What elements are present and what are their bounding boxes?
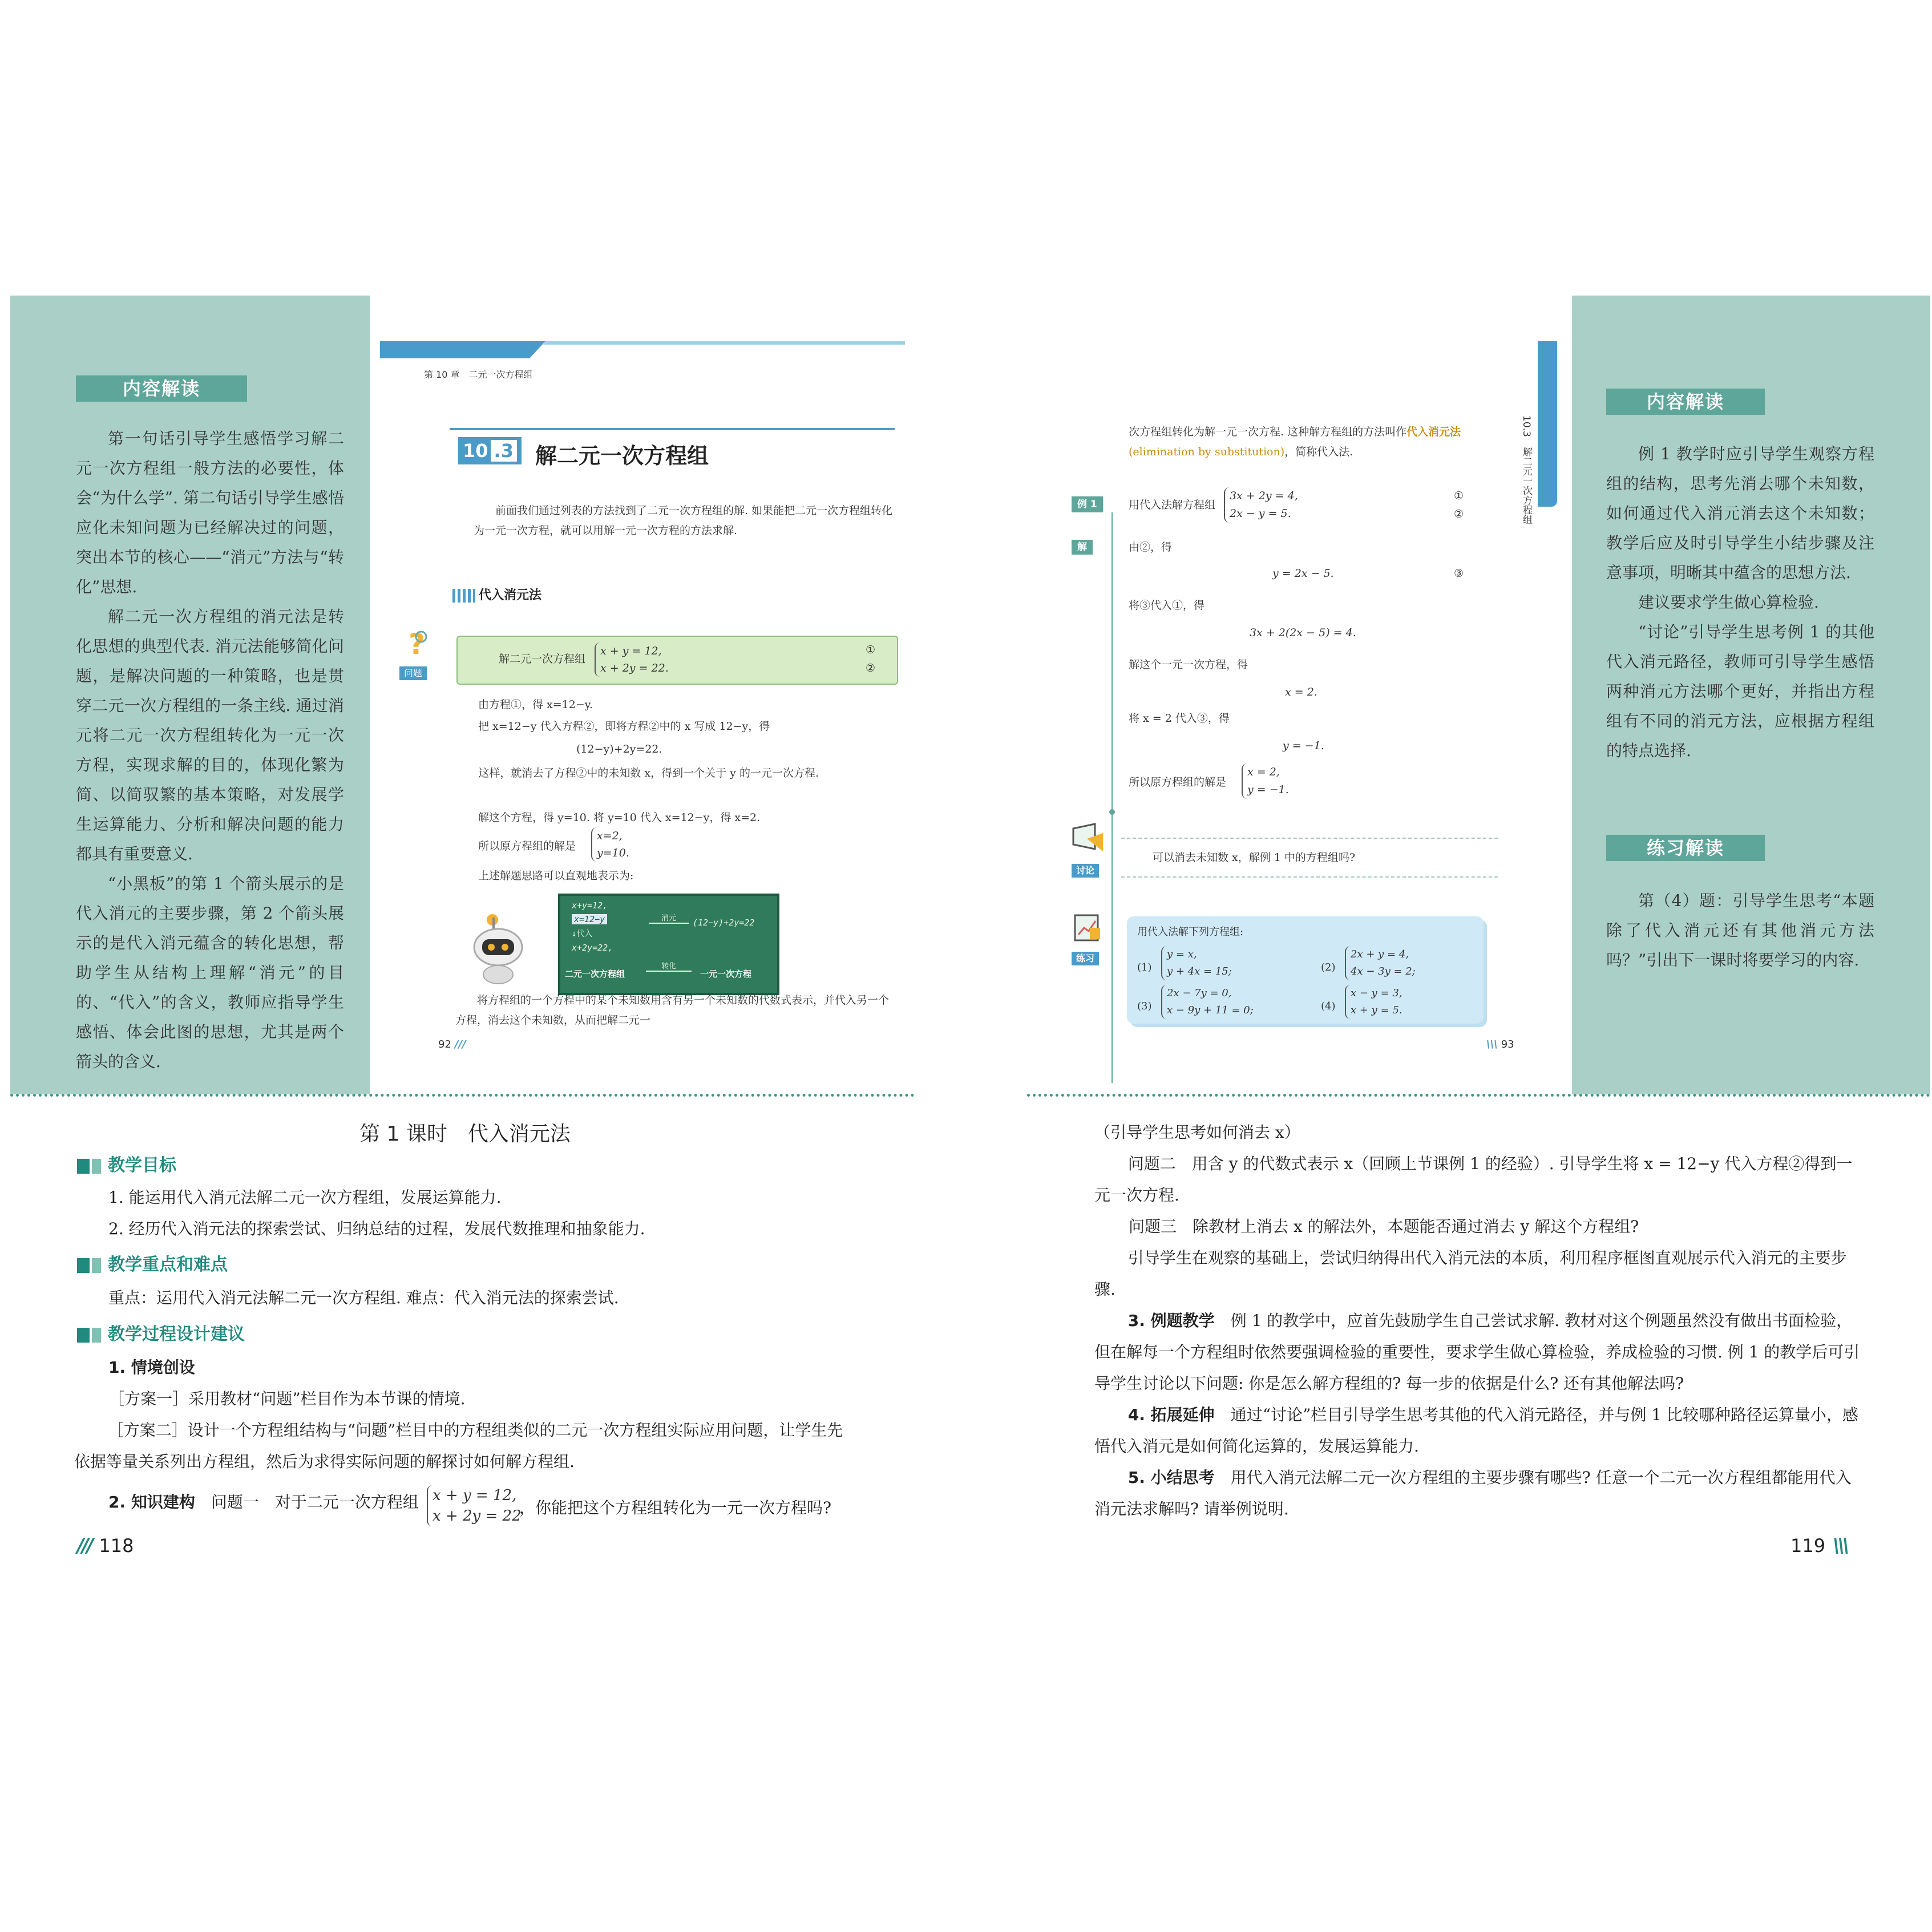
problem-brace — [595, 642, 669, 677]
plan-1: ［方案一］采用教材“问题”栏目作为本节课的情境. — [108, 1389, 466, 1408]
heading-goals-text: 教学目标 — [108, 1155, 176, 1175]
heading-focus — [77, 1250, 228, 1275]
guide-line-1: （引导学生思考如何消去 x） — [1094, 1123, 1300, 1142]
step-5 — [1094, 1462, 1865, 1525]
ex-mark-1: ① — [1454, 490, 1464, 502]
practice-num: (4) — [1321, 1000, 1336, 1012]
practice-eq: y = x, — [1167, 948, 1197, 960]
guide-paragraph: 引导学生在观察的基础上，尝试归纳得出代入消元法的本质，利用程序框图直观展示代入消元的主要步骤. — [1094, 1248, 1847, 1299]
practice-brace — [1161, 946, 1232, 980]
ex-mark-2: ② — [1454, 508, 1464, 520]
solution-line: 这样，就消去了方程②中的未知数 x，得到一个关于 y 的一元一次方程. — [478, 767, 819, 779]
problem-lead: 解二元一次方程组 — [499, 653, 586, 665]
solution-brace — [591, 827, 629, 862]
step-2-eq2: x + 2y = 22 — [433, 1507, 522, 1525]
step-3 — [1094, 1305, 1865, 1399]
example-lead: 用代入法解方程组 — [1129, 499, 1216, 511]
page-number: 93 — [1501, 1038, 1514, 1050]
step-2-text: 问题一 对于二元一次方程组 — [211, 1493, 419, 1511]
panel-tag: 内容解读 — [76, 375, 247, 402]
step-2-eq1: x + y = 12, — [433, 1487, 517, 1504]
left-annotation-panel — [10, 296, 370, 1094]
robot-mascot-icon — [470, 912, 532, 986]
guide-page-119 — [1094, 1110, 1865, 1566]
textbook-page-92 — [370, 296, 941, 1094]
term: 代入消元法 — [1406, 426, 1461, 438]
practice-brace — [1345, 946, 1416, 980]
step-3-text: 例 1 的教学中，应首先鼓励学生自己尝试求解. 教材对这个例题虽然没有做出书面检验，但在解每一个方程组时依然要强调检验的重要性，要求学生做心算检验，养成检验的习惯. 例 1 的教学后可引导学生讨论以下问题: 你是怎么解方程组的? 每一步的依据是什么? 还有其他解法吗? — [1094, 1311, 1860, 1393]
step: x = 2. — [1285, 686, 1317, 698]
page-slashes: /// — [454, 1038, 466, 1050]
discuss-icon — [1070, 822, 1106, 856]
solution-x: x=2, — [597, 830, 623, 842]
top-text-b: ，简称代入法. — [1284, 446, 1353, 458]
page-number: 119 — [1790, 1535, 1826, 1557]
heading-focus-text: 教学重点和难点 — [108, 1255, 228, 1275]
step: 解这个一元一次方程，得 — [1129, 658, 1248, 671]
heading-goals — [77, 1151, 176, 1176]
step-1: 1. 情境创设 — [108, 1358, 195, 1377]
section-number-main: 10 — [463, 440, 488, 462]
step-3-label: 3. 例题教学 — [1127, 1311, 1215, 1330]
eq-mark-2: ② — [866, 662, 876, 674]
practice-num: (2) — [1321, 961, 1336, 973]
step: 所以原方程组的解是 — [1129, 776, 1227, 789]
definition-text: 将方程组的一个方程中的某个未知数用含有另一个未知数的代数式表示，并代入另一个方程，消去这个未知数，从而把解二元一 — [455, 994, 890, 1026]
practice-icon — [1070, 911, 1105, 945]
practice-eq: 4x − 3y = 2; — [1351, 965, 1416, 977]
solution-line: 所以原方程组的解是 — [478, 840, 576, 852]
top-text — [1129, 422, 1505, 462]
practice-eq: 2x − 7y = 0, — [1167, 987, 1232, 999]
discuss-rule-top — [1121, 838, 1498, 839]
goal-1: 1. 能运用代入消元法解二元一次方程组，发展运算能力. — [108, 1188, 502, 1207]
section-title: 解二元一次方程组 — [535, 443, 709, 468]
solution-end-dot — [1109, 809, 1115, 815]
practice-lead: 用代入法解下列方程组: — [1137, 926, 1244, 938]
subsection-bars-icon — [452, 589, 475, 603]
solution-line: 解这个方程，得 y=10. 将 y=10 代入 x=12−y，得 x=2. — [478, 811, 761, 824]
step-5-label: 5. 小结思考 — [1127, 1468, 1215, 1487]
page-slashes: \\\ — [1833, 1534, 1848, 1557]
section-side-header: 10.3 解二元一次方程组 — [1521, 415, 1532, 524]
discuss-text: 可以消去未知数 x，解例 1 中的方程组吗? — [1153, 851, 1356, 864]
page-number: 118 — [99, 1535, 134, 1557]
page-slashes: \\\ — [1486, 1038, 1498, 1050]
step-2-tail: ，你能把这个方程组转化为一元一次方程吗? — [519, 1498, 832, 1517]
step: 将③代入①，得 — [1129, 599, 1205, 612]
example-eq2: 2x − y = 5. — [1230, 507, 1291, 520]
goal-2: 2. 经历代入消元法的探索尝试、归纳总结的过程，发展代数推理和抽象能力. — [108, 1219, 645, 1238]
panel-paragraph: “讨论”引导学生思考例 1 的其他代入消元路径，教师可引导学生感悟两种消元方法哪个更好，并指出方程组有不同的消元方法，应根据方程组的特点选择. — [1606, 623, 1874, 760]
solution-line: 把 x=12−y 代入方程②，即将方程②中的 x 写成 12−y，得 — [478, 720, 770, 733]
focus-text: 重点：运用代入消元法解二元一次方程组. 难点：代入消元法的探索尝试. — [108, 1288, 619, 1307]
panel-paragraph: 解二元一次方程组的消元法是转化思想的典型代表. 消元法能够简化问题，是解决问题的一种策略，也是贯穿二元一次方程组的一条主线. 通过消元将二元一次方程组转化为一元一次方程，实现求解的目的，体现化繁为简、以简驭繁的基本策略，对发展学生运算能力、分析和解决问题的能力都具有重要意义. — [76, 607, 344, 863]
step: 将 x = 2 代入③，得 — [1129, 712, 1230, 725]
section-title-bar — [450, 428, 895, 430]
mark-3: ③ — [1454, 567, 1464, 580]
separator-left — [10, 1094, 915, 1097]
guide-page-118 — [74, 1110, 856, 1566]
svg-text:?: ? — [409, 628, 426, 658]
step: y = −1. — [1283, 739, 1324, 752]
step-4-text: 通过“讨论”栏目引导学生思考其他的代入消元路径，并与例 1 比较哪种路径运算量小，感悟代入消元是如何简化运算的，发展运算能力. — [1094, 1405, 1858, 1456]
solution-label: 解 — [1072, 540, 1093, 555]
example-eq1: 3x + 2y = 4, — [1230, 490, 1298, 502]
plan-2: ［方案二］设计一个方程组结构与“问题”栏目中的方程组类似的二元一次方程组实际应用问题，让学生先依据等量关系列出方程组，然后为求得实际问题的解探讨如何解方程组. — [74, 1421, 843, 1471]
eq-mark-1: ① — [866, 644, 876, 656]
panel-paragraph: 建议要求学生做心算检验. — [1638, 593, 1819, 612]
practice-eq: x − y = 3, — [1351, 987, 1402, 999]
practice-brace — [1345, 985, 1402, 1019]
separator-right — [1027, 1094, 1930, 1097]
textbook-page-93 — [1027, 296, 1572, 1094]
board-arrow-eliminate: 消元 — [649, 912, 689, 924]
discuss-rule-bottom — [1121, 876, 1498, 878]
practice-box — [1127, 916, 1484, 1024]
section-number-sub: .3 — [491, 440, 517, 462]
step-2-label: 2. 知识建构 — [108, 1493, 195, 1511]
board-row-2: x=12−y — [572, 914, 607, 924]
heading-process-text: 教学过程设计建议 — [108, 1324, 245, 1344]
step-5-text: 用代入消元法解二元一次方程组的主要步骤有哪些? 任意一个二元一次方程组都能用代入消元法求解吗? 请举例说明. — [1094, 1468, 1852, 1518]
page-number-118 — [77, 1534, 134, 1557]
example-label: 例 1 — [1072, 496, 1103, 512]
question-label: 问题 — [399, 666, 427, 680]
panel-paragraph: 第一句话引导学生感悟学习解二元一次方程组一般方法的必要性，体会“为什么学”. 第二句话引导学生感悟应化未知问题为已经解决过的问题，突出本节的核心——“消元”方法与“转化”思想. — [76, 429, 344, 596]
subsection-heading — [452, 585, 541, 603]
step: 由②，得 — [1129, 541, 1173, 553]
board-result: (12−y)+2y=22 — [693, 918, 755, 928]
problem-eq2: x + 2y = 22. — [600, 662, 669, 674]
board-row-1: x+y=12, — [572, 900, 608, 911]
section-number — [458, 437, 522, 464]
question-3: 问题三 除教材上消去 x 的解法外，本题能否通过消去 y 解这个方程组? — [1129, 1217, 1639, 1236]
practice-num: (3) — [1137, 1000, 1152, 1012]
step-4 — [1094, 1399, 1865, 1462]
final-brace — [1242, 763, 1289, 799]
step-4-label: 4. 拓展延伸 — [1127, 1405, 1215, 1424]
chapter-header: 第 10 章 二元一次方程组 — [424, 369, 533, 380]
page-number-119 — [1790, 1534, 1847, 1557]
question-icon — [398, 627, 433, 666]
step-2-brace — [427, 1485, 522, 1526]
problem-eq1: x + y = 12, — [600, 645, 662, 657]
final-y: y = −1. — [1247, 783, 1289, 796]
practice-num: (1) — [1137, 961, 1152, 973]
problem-box — [456, 636, 898, 685]
step: 3x + 2(2x − 5) = 4. — [1250, 627, 1356, 639]
board-row-4: x+2y=22, — [572, 943, 613, 953]
intro-text: 前面我们通过列表的方法找到了二元一次方程组的解. 如果能把二元一次方程组转化为一元一次方程，就可以用解一元一次方程的方法求解. — [474, 504, 893, 537]
board-arrow-convert: 转化 — [646, 960, 692, 972]
practice-label: 练习 — [1072, 952, 1099, 965]
heading-process — [77, 1320, 245, 1345]
panel-text — [1606, 439, 1874, 766]
page-number: 92 — [438, 1038, 451, 1050]
blackboard-diagram — [558, 894, 779, 995]
panel-text — [76, 424, 344, 1077]
final-x: x = 2, — [1247, 766, 1280, 778]
example-brace — [1224, 487, 1298, 523]
practice-eq: y + 4x = 15; — [1167, 965, 1232, 977]
solution-y: y=10. — [597, 847, 629, 859]
discuss-label: 讨论 — [1072, 864, 1099, 878]
panel-text: 第（4）题：引导学生思考“本题除了代入消元还有其他消元方法吗？”引出下一课时将要学习的内容. — [1606, 891, 1874, 969]
solution-line: (12−y)+2y=22. — [576, 743, 662, 755]
page-number-93 — [1486, 1038, 1514, 1050]
term-en: (elimination by substitution) — [1129, 446, 1285, 458]
panel-tag: 内容解读 — [1606, 389, 1765, 415]
board-row-3: ↓代入 — [572, 929, 593, 939]
solution-vertical-line — [1111, 512, 1113, 1083]
panel-paragraph: “小黑板”的第 1 个箭头展示的是代入消元的主要步骤，第 2 个箭头展示的是代入消元蕴含的转化思想，帮助学生从结构上理解“消元”的目的、“代入”的含义，教师应指导学生感悟、体会此图的思想，尤其是两个箭头的含义. — [76, 874, 344, 1071]
page-number-92 — [438, 1038, 466, 1050]
right-annotation-panel — [1572, 296, 1930, 1094]
subsection-title: 代入消元法 — [479, 588, 542, 603]
solution-line: 由方程①，得 x=12−y. — [478, 698, 593, 711]
board-bottom-left: 二元一次方程组 — [565, 969, 625, 979]
step-2 — [108, 1486, 419, 1518]
step: y = 2x − 5. — [1272, 567, 1334, 580]
top-text-a: 次方程组转化为解一元一次方程. 这种解方程组的方法叫作 — [1129, 426, 1407, 438]
practice-brace — [1161, 985, 1254, 1019]
chapter-header-band — [380, 341, 905, 362]
page-slashes: /// — [77, 1534, 92, 1557]
solution-line: 上述解题思路可以直观地表示为: — [478, 870, 634, 882]
panel-tag: 练习解读 — [1606, 835, 1765, 861]
practice-eq: x − 9y + 11 = 0; — [1167, 1004, 1254, 1016]
lesson-title: 第 1 课时 代入消元法 — [359, 1122, 571, 1146]
board-bottom-right: 一元一次方程 — [700, 969, 752, 979]
practice-eq: x + y = 5. — [1351, 1004, 1402, 1016]
panel-paragraph: 例 1 教学时应引导学生观察方程组的结构，思考先消去哪个未知数，如何通过代入消元消去这个未知数；教学后应及时引导学生小结步骤及注意事项，明晰其中蕴含的思想方法. — [1606, 444, 1874, 582]
question-2: 问题二 用含 y 的代数式表示 x（回顾上节课例 1 的经验）. 引导学生将 x = 12−y 代入方程②得到一元一次方程. — [1094, 1154, 1853, 1205]
section-side-tab — [1538, 341, 1557, 507]
practice-eq: 2x + y = 4, — [1351, 948, 1409, 960]
